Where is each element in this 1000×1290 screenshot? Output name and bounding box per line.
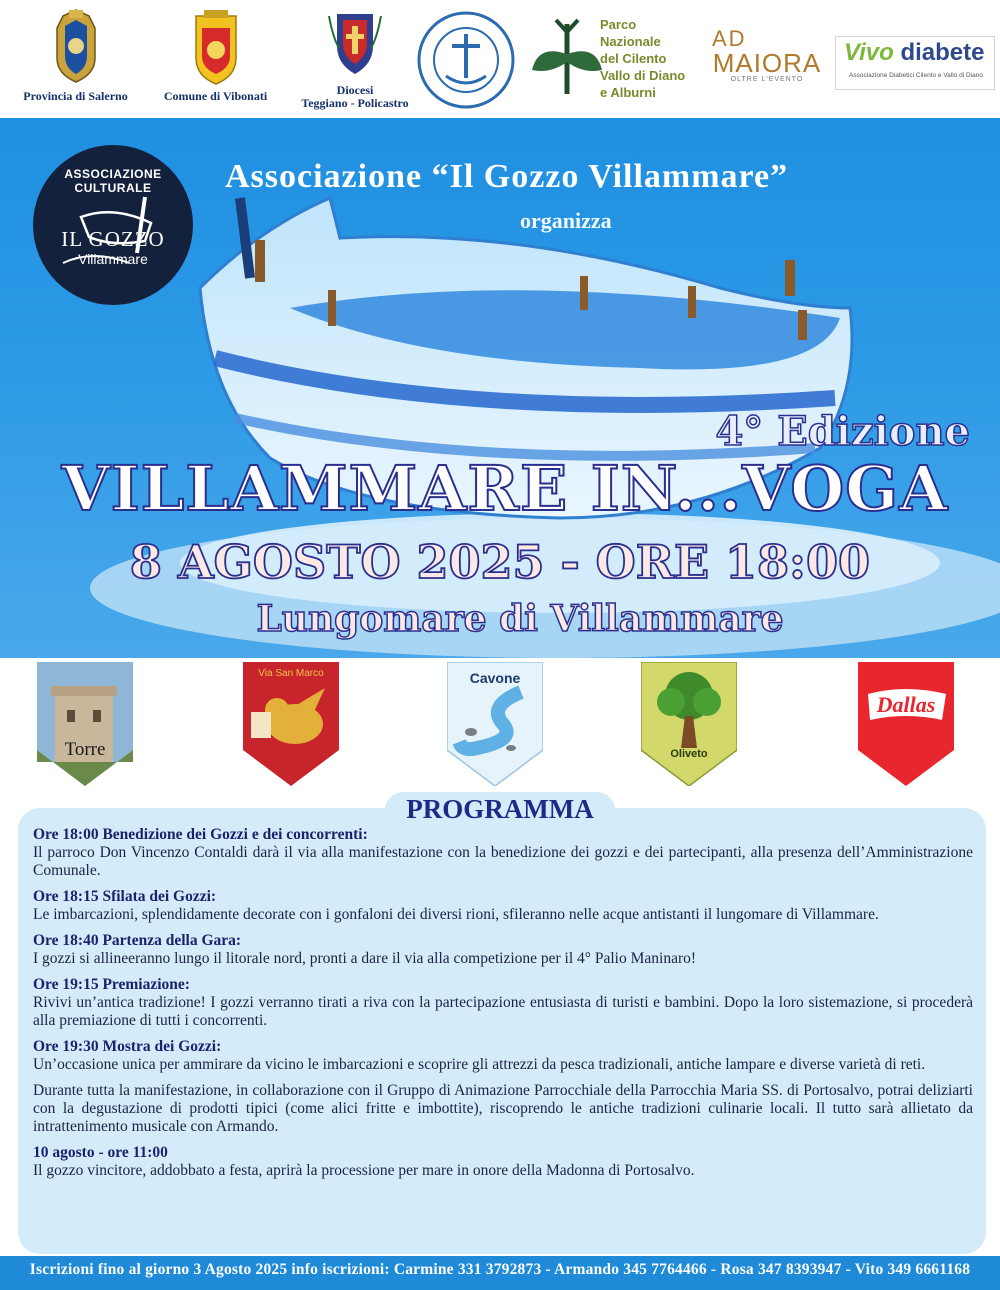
shield-dallas [858,662,954,786]
sponsor-logo-strip [0,0,1000,118]
oliveto-label: Oliveto [670,748,708,760]
organizes-label: organizza [520,208,612,233]
programme-final-head: 10 agosto - ore 11:00 [33,1144,168,1161]
registration-info: Iscrizioni fino al giorno 3 Agosto 2025 info iscrizioni: Carmine 331 3792873 - Armando 345 7764466 - Rosa 347 8393947 - Vito 349 6661168 [29,1261,971,1278]
event-place: Lungomare di Villammare [256,598,784,640]
programme-list [33,826,973,1188]
admaiora-sub: OLTRE L'EVENTO [730,76,804,83]
provincia-crest-icon [51,8,101,86]
shield-oliveto [641,662,737,786]
programme-item [33,826,973,880]
cavone-label: Cavone [469,670,521,686]
badge-place: Villammare [78,251,148,267]
torre-tower-icon [37,662,133,786]
parrocchia-logo [416,10,516,110]
programme-item-text: Le imbarcazioni, splendidamente decorate con i gonfaloni dei diversi rioni, sfileranno nelle acque antistanti il lungomare di Villammare. [33,906,879,923]
programme-item-head: Ore 18:00 Benedizione dei Gozzi e dei concorrenti: [33,826,368,843]
parco-caption-1: Parco Nazionale [600,17,661,49]
san-marco-label: Via San Marco [258,668,324,679]
programme-title: PROGRAMMA [406,794,594,824]
badge-ring-text: ASSOCIAZIONE CULTURALE [64,167,162,195]
event-title: VILLAMMARE IN...VOGA [61,452,949,525]
parco-caption-3: Vallo di Diano [600,68,686,83]
programme-item-text: Rivivi un’antica tradizione! I gozzi verranno tirati a riva con la partecipazione entusiasta di turisti e bambini. Dopo la loro sistemazione, si procederà alla premiazione di tutti i concorrenti. [33,994,973,1029]
vivo-diabete-sub: Associazione Diabetici Cilento e Vallo di Diano [849,72,983,79]
programme-item-head: Ore 19:30 Mostra dei Gozzi: [33,1038,222,1055]
parco-caption-4: e Alburni [600,85,656,100]
programme-final-text: Il gozzo vincitore, addobbato a festa, aprirà la processione per mare in onore della Madonna di Portosalvo. [33,1162,695,1179]
dallas-label: Dallas [876,692,936,717]
shield-cavone [447,662,543,786]
provincia-caption: Provincia di Salerno [23,89,128,103]
programme-item-head: Ore 19:15 Premiazione: [33,976,190,993]
shield-torre [37,662,133,786]
diocesi-caption-1: Diocesi [336,83,374,97]
shield-san-marco [243,662,339,786]
programme-item-text: Il parroco Don Vincenzo Contaldi darà il via alla manifestazione con la benedizione dei gozzi e dei partecipanti, alla presenza dell’Amministrazione Comunale. [33,844,973,879]
programme-item [33,888,973,924]
parco-nazionale-logo [528,14,698,106]
programme-item-text: I gozzi si allineeranno lungo il litorale nord, pronti a dare il via alla competizione per il 4° Palio Maninaro! [33,950,697,967]
parrocchia-seal-icon [416,10,516,110]
torre-label: Torre [64,739,106,760]
comune-crest-icon [188,8,244,86]
programme-item [33,1038,973,1074]
diabete-word: diabete [900,39,985,66]
comune-vibonati-logo [148,8,283,103]
association-badge [33,145,193,305]
badge-name: IL GOZZO [61,227,165,251]
vivo-word: Vivo [844,39,894,66]
programme-item-head: Ore 18:15 Sfilata dei Gozzi: [33,888,217,905]
programme-item-text: Un’occasione unica per ammirare da vicino le imbarcazioni e scoprire gli attrezzi da pesca tradizionali, antiche lampare e diverse varietà di reti. [33,1056,926,1073]
edition-label: 4° Edizione [715,408,970,455]
programme-item [33,932,973,968]
san-marco-lion-icon [243,662,339,786]
comune-caption: Comune di Vibonati [163,89,268,103]
diocesi-caption-2: Teggiano - Policastro [301,96,409,110]
admaiora-main: MAIORA [712,48,822,78]
parco-caption-2: del Cilento [600,51,667,66]
programme-final-item [33,1144,973,1180]
diocesi-crest-icon [327,8,383,80]
programme-item [33,976,973,1030]
admaiora-top: AD [712,26,747,51]
oliveto-tree-icon [641,662,737,786]
event-date: 8 AGOSTO 2025 - ORE 18:00 [129,535,871,589]
provincia-salerno-logo [8,8,143,103]
programme-item-head: Ore 18:40 Partenza della Gara: [33,932,242,949]
organizer-title: Associazione “Il Gozzo Villammare” [225,158,789,195]
programme-note: Durante tutta la manifestazione, in collaborazione con il Gruppo di Animazione Parrocchiale della Parrocchia Maria SS. di Portosalvo, potrai deliziarti con la degustazione di prodotti tipici (come alici fritte e imbottite), riscoprendo le antiche tradizioni culinarie locali. Il tutto sarà allietato da intrattenimento musicale con Armando. [33,1082,973,1135]
vivo-diabete-logo [835,36,995,90]
dallas-shield-icon [858,662,954,786]
diocesi-logo [295,8,415,110]
admaiora-logo [708,28,826,83]
parco-plant-icon [528,14,606,100]
